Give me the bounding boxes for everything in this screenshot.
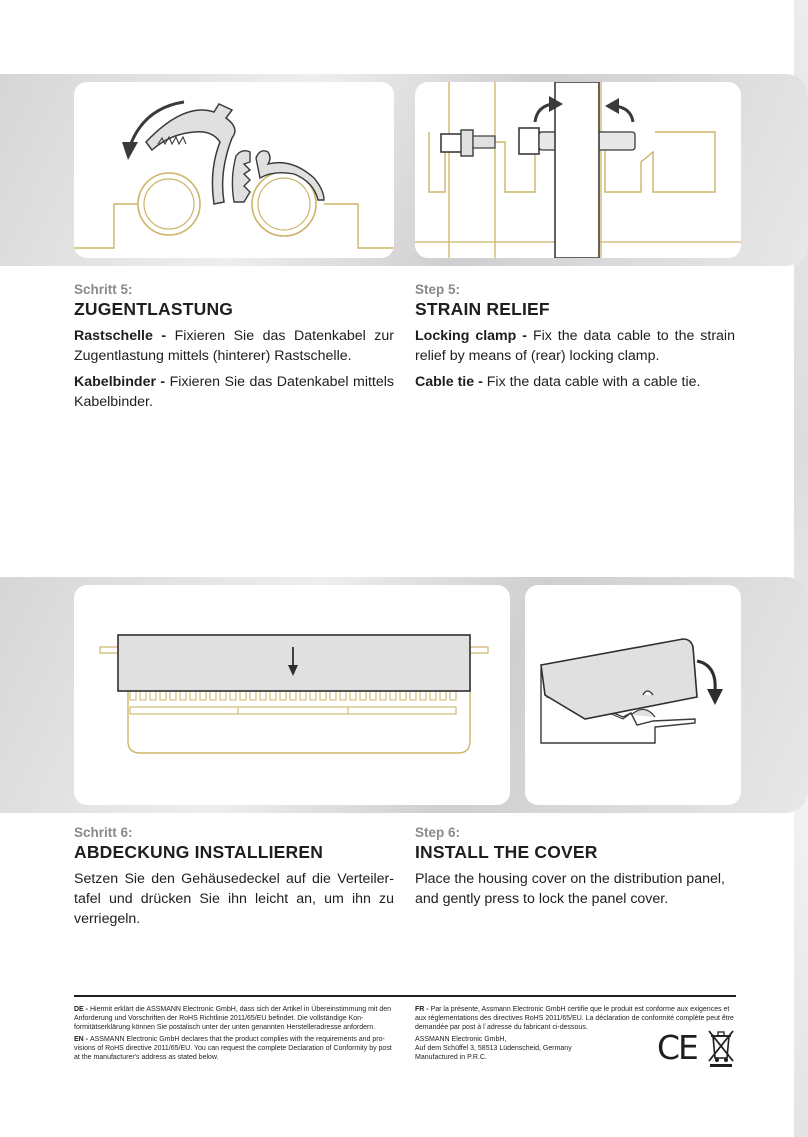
housing-cover bbox=[541, 639, 697, 719]
paragraph bbox=[74, 372, 394, 412]
paragraph bbox=[74, 326, 394, 366]
weee-crossed-bin-icon bbox=[706, 1028, 736, 1068]
paragraph bbox=[415, 326, 735, 366]
manufacturer-address bbox=[415, 1035, 615, 1062]
step-label: Schritt 6: bbox=[74, 825, 133, 840]
address-line: ASSMANN Electronic GmbH, bbox=[415, 1036, 507, 1043]
step-title: STRAIN RELIEF bbox=[415, 299, 550, 319]
address-line: Manufactured in P.R.C. bbox=[415, 1054, 487, 1061]
lang-code: DE - bbox=[74, 1006, 90, 1013]
term: Rastschelle - bbox=[74, 328, 175, 344]
step-label: Schritt 5: bbox=[74, 282, 133, 297]
declaration-de bbox=[74, 1005, 396, 1032]
paragraph: Setzen Sie den Gehäusedeckel auf die Verteilertafel und drücken Sie ihn leicht an, um ihn zu verriegeln. bbox=[74, 871, 394, 927]
declaration-text: ASSMANN Electronic GmbH declares that the product complies with the requirements and provisions of RoHS directive 2011/65/EU. You can request the complete Declaration of Conformity by post at the manufacturer's address as stated below. bbox=[74, 1036, 392, 1061]
term: Kabelbinder - bbox=[74, 374, 170, 390]
step-title: ABDECKUNG INSTALLIEREN bbox=[74, 842, 324, 862]
declaration-text: Par la présente, Assmann Electronic GmbH certifie que le produit est conforme aux exigences et aux réglementations des directives RoHS 2011/65/EU. La déclaration de conformité complète peut être demandée par post à l´adresse du fabricant ci-dessous. bbox=[415, 1006, 734, 1031]
illustration-locking-clamp bbox=[74, 82, 394, 258]
lang-code: FR - bbox=[415, 1006, 431, 1013]
step-label: Step 6: bbox=[415, 825, 461, 840]
illustration-cable-tie bbox=[415, 82, 741, 258]
housing-cover bbox=[118, 635, 470, 691]
ce-mark-icon: CE bbox=[657, 1028, 697, 1067]
step-title: ZUGENTLASTUNG bbox=[74, 299, 234, 319]
step6-de bbox=[74, 825, 394, 929]
declaration-text: Hiermit erklärt die ASSMANN Electronic GmbH, dass sich der Artikel in Übereinstimmung mit den Anforderung und Vorschriften der RoHS Richtlinie 2011/65/EU befindet. Die vollständige Konformitätserklärung können Sie postalisch unter der unten genannten Herstelleradresse anfordern. bbox=[74, 1006, 392, 1031]
illustration-cover-side bbox=[525, 585, 741, 805]
address-line: Auf dem Schüffel 3, 58513 Lüdenscheid, Germany bbox=[415, 1045, 572, 1052]
illustration-cover-front bbox=[74, 585, 510, 805]
paragraph-text: Fix the data cable to the strain relief by means of (rear) locking clamp. bbox=[415, 328, 735, 364]
footer-left bbox=[74, 1005, 396, 1065]
declaration-en bbox=[74, 1035, 396, 1062]
lang-code: EN - bbox=[74, 1036, 90, 1043]
paragraph-text: Fix the data cable with a cable tie. bbox=[486, 374, 701, 390]
step5-en bbox=[415, 282, 735, 392]
paragraph: Place the housing cover on the distribution panel, and gently press to lock the panel cover. bbox=[415, 871, 725, 907]
step-label: Step 5: bbox=[415, 282, 461, 297]
paragraph-text: Fixieren Sie das Datenkabel mittels Kabelbinder. bbox=[74, 374, 394, 410]
step-title: INSTALL THE COVER bbox=[415, 842, 598, 862]
cw-down-arrow-icon bbox=[697, 661, 723, 705]
step5-de bbox=[74, 282, 394, 412]
cw-arrow-icon bbox=[605, 98, 633, 122]
paragraph-text: Fixieren Sie das Datenkabel zur Zugentlastung mittels (hinterer) Rastschelle. bbox=[74, 328, 394, 364]
step6-en bbox=[415, 825, 737, 909]
paragraph bbox=[415, 372, 735, 392]
term: Cable tie - bbox=[415, 374, 487, 390]
footer-divider bbox=[74, 995, 736, 997]
term: Locking clamp - bbox=[415, 328, 533, 344]
